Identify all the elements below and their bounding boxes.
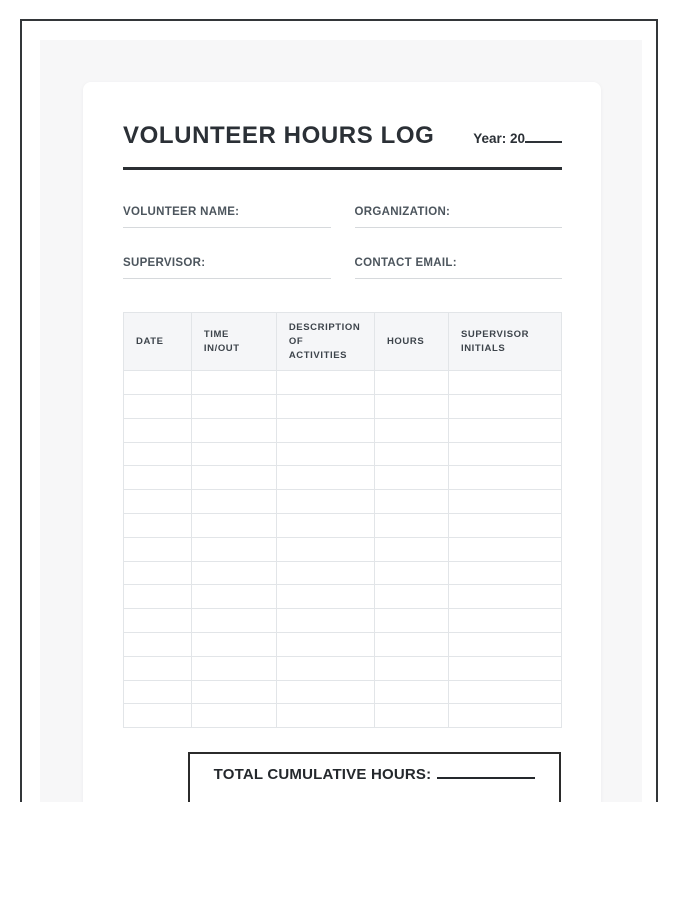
field-contact-email [355, 257, 563, 279]
field-volunteer-name [123, 206, 331, 228]
empty-cell [448, 418, 561, 442]
empty-cell [276, 609, 374, 633]
column-header-hours: HOURS [374, 313, 448, 371]
field-blank-line [123, 278, 331, 279]
total-hours-box [188, 752, 561, 802]
fields-grid [123, 206, 562, 279]
page-background [40, 40, 642, 802]
empty-cell [276, 442, 374, 466]
empty-cell [448, 704, 561, 728]
table-row [124, 537, 562, 561]
empty-cell [124, 633, 192, 657]
empty-cell [374, 490, 448, 514]
empty-cell [448, 514, 561, 538]
table-row [124, 395, 562, 419]
empty-cell [191, 704, 276, 728]
empty-cell [124, 609, 192, 633]
empty-cell [124, 585, 192, 609]
empty-cell [374, 680, 448, 704]
empty-cell [276, 656, 374, 680]
field-organization [355, 206, 563, 228]
empty-cell [448, 371, 561, 395]
table-row [124, 371, 562, 395]
column-header-description: DESCRIPTION OF ACTIVITIES [276, 313, 374, 371]
table-row [124, 466, 562, 490]
empty-cell [374, 633, 448, 657]
empty-cell [191, 371, 276, 395]
total-blank-line [437, 777, 535, 779]
field-blank-line [355, 227, 563, 228]
empty-cell [124, 656, 192, 680]
title-divider [123, 167, 562, 170]
empty-cell [374, 609, 448, 633]
empty-cell [448, 656, 561, 680]
log-table-header [124, 313, 562, 371]
empty-cell [276, 704, 374, 728]
empty-cell [374, 537, 448, 561]
year-label: Year: 20 [473, 131, 525, 146]
empty-cell [276, 514, 374, 538]
column-header-time-in-out: TIME IN/OUT [191, 313, 276, 371]
empty-cell [191, 656, 276, 680]
empty-cell [124, 561, 192, 585]
column-header-supervisor-initials: SUPERVISOR INITIALS [448, 313, 561, 371]
field-label: SUPERVISOR: [123, 257, 206, 269]
total-hours-label: TOTAL CUMULATIVE HOURS: [213, 766, 432, 784]
empty-cell [276, 680, 374, 704]
empty-cell [191, 442, 276, 466]
empty-cell [191, 466, 276, 490]
table-row [124, 514, 562, 538]
table-row [124, 418, 562, 442]
empty-cell [374, 395, 448, 419]
empty-cell [276, 490, 374, 514]
empty-cell [276, 561, 374, 585]
empty-cell [276, 466, 374, 490]
empty-cell [276, 395, 374, 419]
empty-cell [124, 371, 192, 395]
empty-cell [448, 442, 561, 466]
empty-cell [448, 537, 561, 561]
table-row [124, 490, 562, 514]
empty-cell [191, 609, 276, 633]
empty-cell [191, 395, 276, 419]
empty-cell [191, 490, 276, 514]
empty-cell [374, 514, 448, 538]
empty-cell [448, 490, 561, 514]
empty-cell [374, 561, 448, 585]
empty-cell [124, 490, 192, 514]
form-card [83, 82, 601, 802]
table-row [124, 680, 562, 704]
table-row [124, 633, 562, 657]
empty-cell [374, 418, 448, 442]
empty-cell [191, 585, 276, 609]
year-blank-line [525, 141, 562, 143]
empty-cell [191, 537, 276, 561]
hours-log-table [123, 312, 562, 728]
empty-cell [448, 466, 561, 490]
empty-cell [276, 585, 374, 609]
table-row [124, 704, 562, 728]
table-row [124, 656, 562, 680]
empty-cell [448, 633, 561, 657]
empty-cell [124, 704, 192, 728]
empty-cell [276, 537, 374, 561]
empty-cell [448, 609, 561, 633]
empty-cell [191, 680, 276, 704]
column-header-date: DATE [124, 313, 192, 371]
empty-cell [124, 418, 192, 442]
field-blank-line [123, 227, 331, 228]
empty-cell [124, 514, 192, 538]
field-supervisor [123, 257, 331, 279]
empty-cell [124, 466, 192, 490]
form-title: VOLUNTEER HOURS LOG [123, 122, 435, 149]
empty-cell [191, 561, 276, 585]
field-label: ORGANIZATION: [354, 206, 451, 218]
field-blank-line [355, 278, 563, 279]
empty-cell [191, 633, 276, 657]
empty-cell [448, 680, 561, 704]
empty-cell [448, 561, 561, 585]
empty-cell [374, 704, 448, 728]
empty-cell [124, 537, 192, 561]
empty-cell [191, 418, 276, 442]
table-row [124, 561, 562, 585]
log-table-body [124, 371, 562, 728]
empty-cell [374, 466, 448, 490]
field-label: CONTACT EMAIL: [354, 257, 457, 269]
empty-cell [374, 371, 448, 395]
empty-cell [374, 442, 448, 466]
field-label: VOLUNTEER NAME: [123, 206, 240, 218]
table-row [124, 585, 562, 609]
table-row [124, 609, 562, 633]
table-row [124, 442, 562, 466]
empty-cell [276, 633, 374, 657]
empty-cell [448, 395, 561, 419]
empty-cell [448, 585, 561, 609]
document-frame [20, 19, 658, 802]
title-row [123, 122, 562, 150]
empty-cell [124, 680, 192, 704]
empty-cell [124, 395, 192, 419]
year-field [473, 131, 562, 146]
empty-cell [276, 418, 374, 442]
empty-cell [374, 656, 448, 680]
empty-cell [276, 371, 374, 395]
empty-cell [124, 442, 192, 466]
empty-cell [191, 514, 276, 538]
empty-cell [374, 585, 448, 609]
header-row [124, 313, 562, 371]
